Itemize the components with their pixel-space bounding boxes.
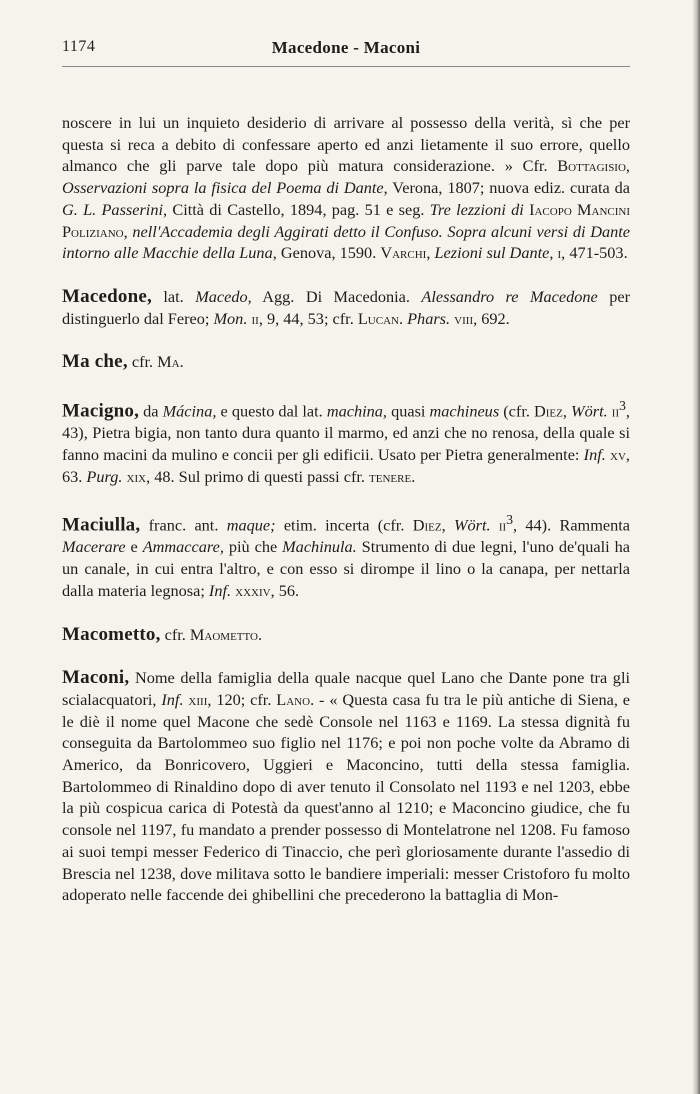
- headword-macedone: Macedone,: [62, 285, 152, 307]
- headword-maconi: Maconi,: [62, 667, 130, 689]
- entry-macedone: Macedone, lat. Macedo, Agg. Di Macedonia. Alessandro re Macedone per distinguerlo dal Fereo; Mon. ii, 9, 44, 53; cfr. Lucan. Phars. viii, 692.: [62, 285, 631, 328]
- page-number: 1174: [62, 38, 96, 55]
- page-header: [62, 38, 630, 66]
- page-body: [62, 112, 630, 906]
- headword-ma-che: Ma che,: [62, 351, 128, 373]
- page-edge-shadow: [692, 0, 700, 1094]
- headword-macigno: Macigno,: [62, 400, 140, 422]
- headword-maciulla: Maciulla,: [62, 514, 141, 536]
- entry-continuation: noscere in lui un inquieto desiderio di arrivare al possesso della verità, sì che per questa si reca a debito di confessare aperto ed anzi lietamente il suo errore, quello almanco che gli parve tale dopo più matura considerazione. » Cfr. Bottagisio, Osservazioni sopra la fisica del Poema di Dante, Verona, 1807; nuova ediz. curata da G. L. Passerini, Città di Castello, 1894, pag. 51 e seg. Tre lezzioni di Iacopo Mancini Poliziano, nell'Accademia degli Aggirati detto il Confuso. Sopra alcuni versi di Dante intorno alle Macchie della Luna, Genova, 1590. Varchi, Lezioni sul Dante, i, 471-503.: [62, 113, 631, 263]
- page: [62, 38, 630, 928]
- entry-macigno: Macigno, da Mácina, e questo dal lat. machina, quasi machineus (cfr. Diez, Wört. $ii^3$, 43), Pietra bigia, non tanto dura quanto il marmo, ed anzi che no renosa, della quale si fanno macini da mulino e concii per gli edificii. Usato per Pietra generalmente: Inf. xv, 63. Purg. xix, 48. Sul primo di questi passi cfr. tenere.: [62, 398, 630, 486]
- running-head: Macedone - Maconi: [271, 38, 421, 57]
- entry-maciulla: Maciulla, franc. ant. maque; etim. incerta (cfr. Diez, Wört. $ii^3$, 44). Rammenta Macerare e Ammaccare, più che Machinula. Strumento di due legni, l'uno de'quali ha un canale, in cui entra l'altro, e con esso si dirompe il lino o la canapa, per nettarla dalla materia legnosa; Inf. xxxiv, 56.: [62, 512, 630, 600]
- entry-ma-che: Ma che, cfr. Ma.: [62, 351, 184, 373]
- entry-macometto: Macometto, cfr. Maometto.: [62, 623, 263, 645]
- headword-macometto: Macometto,: [62, 623, 161, 645]
- header-rule: [62, 66, 630, 67]
- entry-maconi: Maconi, Nome della famiglia della quale nacque quel Lano che Dante pone tra gli scialacquatori, Inf. xiii, 120; cfr. Lano. - « Questa casa fu tra le più antiche di Siena, e le diè il nome quel Macone che sedè Console nel 1163 e 1169. La stessa dignità fu conseguita da Bartolommeo suo figlio nel 1176; e poi non poche volte da Abramo di Americo, da Bonricovero, Uggieri e Maconcino, tutti della stessa famiglia. Bartolommeo di Rinaldino dopo di aver tenuto il Consolato nel 1193 e nel 1203, ebbe la più cospicua carica di Potestà da quest'anno al 1210; e Maconcino giudice, che fu console nel 1197, fu mandato a prender possesso di Montelatrone nel 1208. Fu famoso ai suoi tempi messer Federico di Tinaccio, che perì gloriosamente durante l'assedio di Brescia nel 1238, dove militava sotto le bandiere imperiali: messer Cristoforo fu molto adoperato nelle faccende dei ghibellini che precederono la battaglia di Mon-: [62, 667, 630, 905]
